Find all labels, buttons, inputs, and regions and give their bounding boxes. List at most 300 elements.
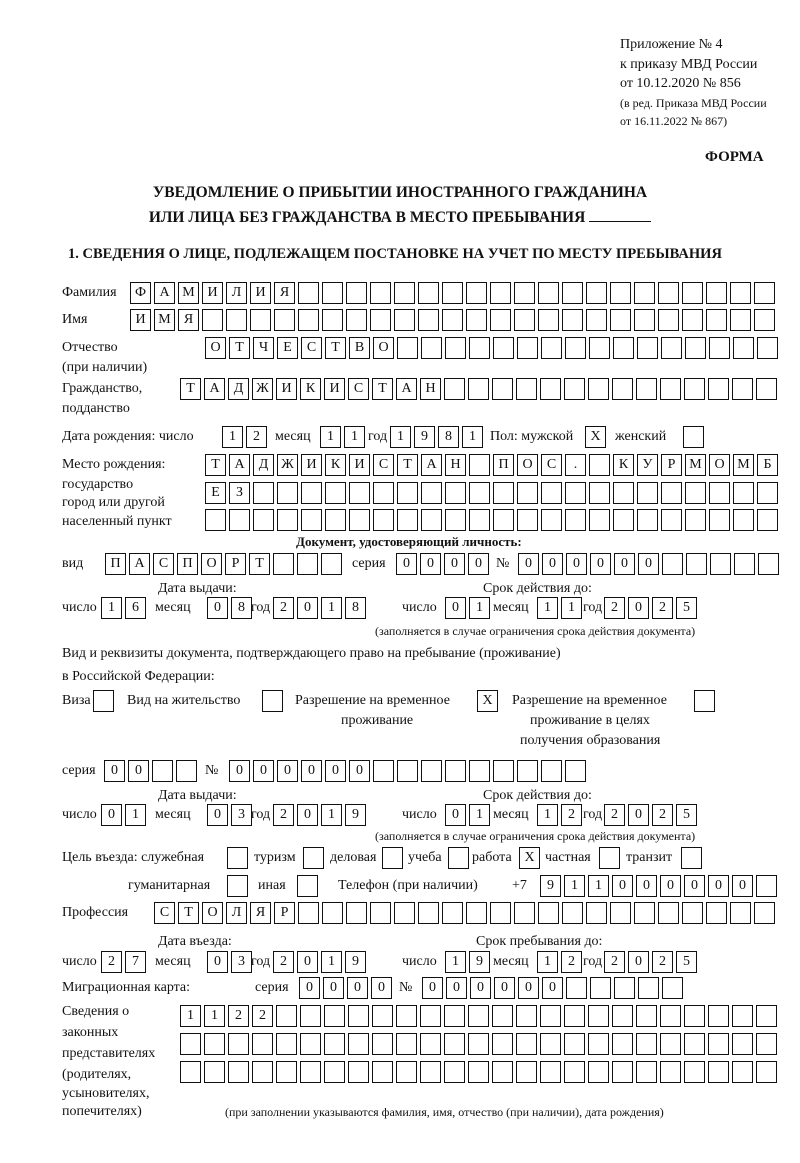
char-cell[interactable] xyxy=(562,282,583,304)
char-cell[interactable] xyxy=(348,1061,369,1083)
char-cell[interactable] xyxy=(541,509,562,531)
char-cell[interactable]: О xyxy=(202,902,223,924)
char-cell[interactable] xyxy=(228,1033,249,1055)
char-cell[interactable] xyxy=(565,337,586,359)
char-cell[interactable]: 1 xyxy=(445,951,466,973)
char-cell[interactable]: 0 xyxy=(566,553,587,575)
char-cell[interactable] xyxy=(277,509,298,531)
phone-field[interactable] xyxy=(540,875,777,897)
purpose-business-checkbox[interactable] xyxy=(382,847,403,869)
char-cell[interactable] xyxy=(660,1061,681,1083)
char-cell[interactable] xyxy=(636,1033,657,1055)
char-cell[interactable] xyxy=(586,309,607,331)
char-cell[interactable] xyxy=(540,1033,561,1055)
char-cell[interactable] xyxy=(588,378,609,400)
char-cell[interactable]: Н xyxy=(445,454,466,476)
char-cell[interactable] xyxy=(492,378,513,400)
char-cell[interactable] xyxy=(636,1005,657,1027)
entry-day-field[interactable] xyxy=(101,951,146,973)
char-cell[interactable]: 2 xyxy=(228,1005,249,1027)
char-cell[interactable] xyxy=(541,482,562,504)
char-cell[interactable]: П xyxy=(493,454,514,476)
char-cell[interactable]: А xyxy=(129,553,150,575)
char-cell[interactable]: Д xyxy=(228,378,249,400)
char-cell[interactable] xyxy=(754,282,775,304)
char-cell[interactable]: 5 xyxy=(676,597,697,619)
char-cell[interactable]: А xyxy=(229,454,250,476)
char-cell[interactable]: С xyxy=(348,378,369,400)
char-cell[interactable]: 1 xyxy=(469,597,490,619)
char-cell[interactable] xyxy=(660,378,681,400)
doc-kind-field[interactable] xyxy=(105,553,342,575)
char-cell[interactable]: 1 xyxy=(125,804,146,826)
char-cell[interactable]: М xyxy=(685,454,706,476)
char-cell[interactable] xyxy=(373,482,394,504)
right-valid-month-field[interactable] xyxy=(537,804,582,826)
char-cell[interactable] xyxy=(469,760,490,782)
char-cell[interactable] xyxy=(612,1005,633,1027)
migration-number-field[interactable] xyxy=(422,977,683,999)
char-cell[interactable]: 0 xyxy=(422,977,443,999)
char-cell[interactable]: Ж xyxy=(252,378,273,400)
char-cell[interactable]: 2 xyxy=(273,804,294,826)
char-cell[interactable]: 2 xyxy=(561,951,582,973)
char-cell[interactable]: 0 xyxy=(420,553,441,575)
char-cell[interactable]: 2 xyxy=(652,804,673,826)
char-cell[interactable]: Л xyxy=(226,282,247,304)
char-cell[interactable]: 2 xyxy=(604,804,625,826)
char-cell[interactable] xyxy=(682,902,703,924)
char-cell[interactable] xyxy=(372,1005,393,1027)
right-number-field[interactable] xyxy=(229,760,586,782)
char-cell[interactable]: 0 xyxy=(297,951,318,973)
reps-line2[interactable] xyxy=(180,1033,777,1055)
char-cell[interactable] xyxy=(682,282,703,304)
char-cell[interactable] xyxy=(756,1033,777,1055)
char-cell[interactable] xyxy=(757,509,778,531)
char-cell[interactable] xyxy=(445,482,466,504)
char-cell[interactable]: 0 xyxy=(323,977,344,999)
char-cell[interactable] xyxy=(732,378,753,400)
char-cell[interactable]: 1 xyxy=(537,597,558,619)
char-cell[interactable]: 0 xyxy=(445,597,466,619)
char-cell[interactable]: К xyxy=(613,454,634,476)
char-cell[interactable] xyxy=(613,482,634,504)
char-cell[interactable]: 0 xyxy=(349,760,370,782)
char-cell[interactable]: Т xyxy=(397,454,418,476)
char-cell[interactable] xyxy=(588,1005,609,1027)
birth-place-line1[interactable] xyxy=(205,454,778,476)
char-cell[interactable] xyxy=(492,1005,513,1027)
char-cell[interactable] xyxy=(176,760,197,782)
char-cell[interactable]: 1 xyxy=(469,804,490,826)
char-cell[interactable] xyxy=(180,1033,201,1055)
char-cell[interactable] xyxy=(202,309,223,331)
char-cell[interactable]: Ч xyxy=(253,337,274,359)
entry-month-field[interactable] xyxy=(207,951,252,973)
char-cell[interactable]: 0 xyxy=(128,760,149,782)
char-cell[interactable]: Ф xyxy=(130,282,151,304)
char-cell[interactable] xyxy=(757,482,778,504)
char-cell[interactable] xyxy=(589,454,610,476)
char-cell[interactable] xyxy=(373,509,394,531)
doc-series-field[interactable] xyxy=(396,553,489,575)
doc-number-field[interactable] xyxy=(518,553,779,575)
char-cell[interactable] xyxy=(226,309,247,331)
char-cell[interactable] xyxy=(660,1005,681,1027)
char-cell[interactable]: 9 xyxy=(345,804,366,826)
char-cell[interactable] xyxy=(517,482,538,504)
char-cell[interactable]: Р xyxy=(661,454,682,476)
char-cell[interactable] xyxy=(708,1033,729,1055)
char-cell[interactable]: О xyxy=(517,454,538,476)
char-cell[interactable]: А xyxy=(204,378,225,400)
char-cell[interactable] xyxy=(418,309,439,331)
char-cell[interactable] xyxy=(734,553,755,575)
char-cell[interactable] xyxy=(444,1061,465,1083)
char-cell[interactable] xyxy=(370,282,391,304)
char-cell[interactable] xyxy=(324,1033,345,1055)
char-cell[interactable] xyxy=(516,1061,537,1083)
purpose-transit-checkbox[interactable] xyxy=(681,847,702,869)
char-cell[interactable] xyxy=(418,282,439,304)
char-cell[interactable] xyxy=(274,309,295,331)
char-cell[interactable] xyxy=(445,337,466,359)
char-cell[interactable] xyxy=(493,509,514,531)
char-cell[interactable]: О xyxy=(709,454,730,476)
char-cell[interactable] xyxy=(445,760,466,782)
char-cell[interactable] xyxy=(421,337,442,359)
char-cell[interactable]: Т xyxy=(325,337,346,359)
char-cell[interactable]: 9 xyxy=(345,951,366,973)
char-cell[interactable] xyxy=(517,509,538,531)
right-valid-year-field[interactable] xyxy=(604,804,697,826)
char-cell[interactable]: А xyxy=(396,378,417,400)
char-cell[interactable] xyxy=(613,509,634,531)
char-cell[interactable] xyxy=(686,553,707,575)
char-cell[interactable]: 8 xyxy=(345,597,366,619)
char-cell[interactable]: 1 xyxy=(537,804,558,826)
char-cell[interactable] xyxy=(684,378,705,400)
char-cell[interactable] xyxy=(685,509,706,531)
char-cell[interactable]: И xyxy=(301,454,322,476)
char-cell[interactable]: Д xyxy=(253,454,274,476)
char-cell[interactable] xyxy=(733,509,754,531)
char-cell[interactable] xyxy=(662,977,683,999)
temp-residence-checkbox[interactable]: X xyxy=(477,690,498,712)
char-cell[interactable]: 1 xyxy=(564,875,585,897)
char-cell[interactable]: С xyxy=(153,553,174,575)
char-cell[interactable]: 2 xyxy=(101,951,122,973)
char-cell[interactable]: 0 xyxy=(396,553,417,575)
char-cell[interactable]: И xyxy=(202,282,223,304)
char-cell[interactable]: Ж xyxy=(277,454,298,476)
char-cell[interactable]: С xyxy=(541,454,562,476)
char-cell[interactable]: И xyxy=(130,309,151,331)
char-cell[interactable] xyxy=(298,309,319,331)
birth-month-field[interactable] xyxy=(320,426,365,448)
char-cell[interactable]: 3 xyxy=(231,804,252,826)
char-cell[interactable]: 0 xyxy=(638,553,659,575)
char-cell[interactable]: 3 xyxy=(231,951,252,973)
char-cell[interactable]: 1 xyxy=(222,426,243,448)
char-cell[interactable] xyxy=(658,309,679,331)
char-cell[interactable]: К xyxy=(300,378,321,400)
char-cell[interactable] xyxy=(614,977,635,999)
char-cell[interactable] xyxy=(540,378,561,400)
char-cell[interactable] xyxy=(562,902,583,924)
char-cell[interactable] xyxy=(586,282,607,304)
char-cell[interactable] xyxy=(732,1033,753,1055)
patronymic-field[interactable] xyxy=(205,337,778,359)
char-cell[interactable]: 6 xyxy=(125,597,146,619)
char-cell[interactable]: 0 xyxy=(660,875,681,897)
char-cell[interactable] xyxy=(708,378,729,400)
char-cell[interactable] xyxy=(420,1033,441,1055)
char-cell[interactable] xyxy=(276,1061,297,1083)
char-cell[interactable]: 1 xyxy=(462,426,483,448)
char-cell[interactable]: И xyxy=(349,454,370,476)
char-cell[interactable] xyxy=(538,309,559,331)
char-cell[interactable] xyxy=(397,509,418,531)
char-cell[interactable] xyxy=(564,1005,585,1027)
char-cell[interactable] xyxy=(730,309,751,331)
char-cell[interactable] xyxy=(444,1033,465,1055)
char-cell[interactable]: 0 xyxy=(277,760,298,782)
citizenship-field[interactable] xyxy=(180,378,777,400)
char-cell[interactable] xyxy=(493,760,514,782)
char-cell[interactable] xyxy=(756,378,777,400)
char-cell[interactable] xyxy=(709,337,730,359)
purpose-study-checkbox[interactable] xyxy=(448,847,469,869)
char-cell[interactable] xyxy=(493,482,514,504)
char-cell[interactable]: Т xyxy=(372,378,393,400)
char-cell[interactable]: 1 xyxy=(180,1005,201,1027)
char-cell[interactable] xyxy=(586,902,607,924)
char-cell[interactable] xyxy=(636,378,657,400)
char-cell[interactable]: 0 xyxy=(732,875,753,897)
char-cell[interactable] xyxy=(708,1005,729,1027)
char-cell[interactable] xyxy=(204,1061,225,1083)
char-cell[interactable] xyxy=(730,282,751,304)
char-cell[interactable] xyxy=(250,309,271,331)
char-cell[interactable] xyxy=(612,1061,633,1083)
char-cell[interactable] xyxy=(418,902,439,924)
right-issue-year-field[interactable] xyxy=(273,804,366,826)
char-cell[interactable]: 1 xyxy=(321,951,342,973)
purpose-tourism-checkbox[interactable] xyxy=(303,847,324,869)
char-cell[interactable] xyxy=(516,1005,537,1027)
char-cell[interactable] xyxy=(490,282,511,304)
stay-day-field[interactable] xyxy=(445,951,490,973)
char-cell[interactable] xyxy=(229,509,250,531)
char-cell[interactable] xyxy=(661,482,682,504)
char-cell[interactable]: 0 xyxy=(253,760,274,782)
char-cell[interactable]: 0 xyxy=(636,875,657,897)
char-cell[interactable] xyxy=(610,902,631,924)
surname-field[interactable] xyxy=(130,282,775,304)
char-cell[interactable] xyxy=(469,454,490,476)
char-cell[interactable]: 1 xyxy=(101,597,122,619)
entry-year-field[interactable] xyxy=(273,951,366,973)
char-cell[interactable] xyxy=(300,1061,321,1083)
char-cell[interactable] xyxy=(298,902,319,924)
char-cell[interactable]: 0 xyxy=(628,804,649,826)
char-cell[interactable] xyxy=(420,1005,441,1027)
char-cell[interactable]: 0 xyxy=(628,597,649,619)
char-cell[interactable]: 2 xyxy=(252,1005,273,1027)
char-cell[interactable] xyxy=(444,1005,465,1027)
right-series-field[interactable] xyxy=(104,760,197,782)
char-cell[interactable]: 0 xyxy=(708,875,729,897)
char-cell[interactable]: Я xyxy=(178,309,199,331)
char-cell[interactable] xyxy=(709,482,730,504)
char-cell[interactable] xyxy=(394,309,415,331)
char-cell[interactable]: 1 xyxy=(321,597,342,619)
char-cell[interactable]: 5 xyxy=(676,951,697,973)
char-cell[interactable] xyxy=(564,1033,585,1055)
char-cell[interactable]: З xyxy=(229,482,250,504)
char-cell[interactable] xyxy=(684,1005,705,1027)
char-cell[interactable] xyxy=(541,337,562,359)
char-cell[interactable] xyxy=(276,1005,297,1027)
char-cell[interactable] xyxy=(540,1061,561,1083)
char-cell[interactable]: 0 xyxy=(590,553,611,575)
issue-day-field[interactable] xyxy=(101,597,146,619)
char-cell[interactable] xyxy=(565,760,586,782)
char-cell[interactable]: А xyxy=(421,454,442,476)
char-cell[interactable] xyxy=(442,309,463,331)
issue-year-field[interactable] xyxy=(273,597,366,619)
char-cell[interactable] xyxy=(396,1061,417,1083)
char-cell[interactable] xyxy=(589,482,610,504)
char-cell[interactable]: 2 xyxy=(273,951,294,973)
char-cell[interactable]: Т xyxy=(249,553,270,575)
birth-year-field[interactable] xyxy=(390,426,483,448)
char-cell[interactable]: 0 xyxy=(301,760,322,782)
char-cell[interactable] xyxy=(637,482,658,504)
char-cell[interactable] xyxy=(468,1061,489,1083)
char-cell[interactable] xyxy=(706,309,727,331)
issue-month-field[interactable] xyxy=(207,597,252,619)
char-cell[interactable]: 0 xyxy=(612,875,633,897)
char-cell[interactable] xyxy=(733,482,754,504)
char-cell[interactable]: К xyxy=(325,454,346,476)
char-cell[interactable] xyxy=(322,309,343,331)
char-cell[interactable]: А xyxy=(154,282,175,304)
char-cell[interactable]: 1 xyxy=(321,804,342,826)
char-cell[interactable]: 0 xyxy=(628,951,649,973)
char-cell[interactable]: В xyxy=(349,337,370,359)
char-cell[interactable] xyxy=(637,337,658,359)
char-cell[interactable]: 0 xyxy=(494,977,515,999)
purpose-work-checkbox[interactable]: X xyxy=(519,847,540,869)
char-cell[interactable] xyxy=(346,902,367,924)
char-cell[interactable]: 0 xyxy=(297,597,318,619)
char-cell[interactable] xyxy=(421,760,442,782)
char-cell[interactable] xyxy=(373,760,394,782)
char-cell[interactable]: С xyxy=(154,902,175,924)
char-cell[interactable] xyxy=(516,378,537,400)
name-field[interactable] xyxy=(130,309,775,331)
char-cell[interactable] xyxy=(493,337,514,359)
residence-permit-checkbox[interactable] xyxy=(262,690,283,712)
char-cell[interactable] xyxy=(301,509,322,531)
char-cell[interactable] xyxy=(634,902,655,924)
char-cell[interactable] xyxy=(301,482,322,504)
char-cell[interactable]: Л xyxy=(226,902,247,924)
char-cell[interactable]: 1 xyxy=(537,951,558,973)
valid-day-field[interactable] xyxy=(445,597,490,619)
char-cell[interactable] xyxy=(372,1061,393,1083)
char-cell[interactable] xyxy=(540,1005,561,1027)
char-cell[interactable] xyxy=(348,1033,369,1055)
char-cell[interactable] xyxy=(445,509,466,531)
char-cell[interactable] xyxy=(706,902,727,924)
sex-male-checkbox[interactable]: X xyxy=(585,426,606,448)
char-cell[interactable]: О xyxy=(201,553,222,575)
char-cell[interactable]: 5 xyxy=(676,804,697,826)
char-cell[interactable] xyxy=(469,337,490,359)
char-cell[interactable]: П xyxy=(177,553,198,575)
birth-place-line3[interactable] xyxy=(205,509,778,531)
char-cell[interactable] xyxy=(610,309,631,331)
purpose-humanitarian-checkbox[interactable] xyxy=(227,875,248,897)
char-cell[interactable] xyxy=(492,1033,513,1055)
char-cell[interactable] xyxy=(324,1005,345,1027)
char-cell[interactable]: 1 xyxy=(204,1005,225,1027)
char-cell[interactable]: С xyxy=(301,337,322,359)
char-cell[interactable] xyxy=(709,509,730,531)
char-cell[interactable]: 1 xyxy=(320,426,341,448)
char-cell[interactable] xyxy=(710,553,731,575)
char-cell[interactable] xyxy=(517,337,538,359)
reps-line3[interactable] xyxy=(180,1061,777,1083)
char-cell[interactable]: 0 xyxy=(470,977,491,999)
char-cell[interactable]: 8 xyxy=(438,426,459,448)
char-cell[interactable] xyxy=(273,553,294,575)
char-cell[interactable]: 0 xyxy=(445,804,466,826)
char-cell[interactable]: Т xyxy=(180,378,201,400)
char-cell[interactable] xyxy=(685,482,706,504)
char-cell[interactable] xyxy=(634,309,655,331)
char-cell[interactable] xyxy=(466,902,487,924)
char-cell[interactable] xyxy=(490,309,511,331)
char-cell[interactable] xyxy=(517,760,538,782)
char-cell[interactable]: 1 xyxy=(344,426,365,448)
char-cell[interactable]: Я xyxy=(274,282,295,304)
char-cell[interactable] xyxy=(297,553,318,575)
char-cell[interactable] xyxy=(589,509,610,531)
char-cell[interactable] xyxy=(346,309,367,331)
char-cell[interactable] xyxy=(442,902,463,924)
char-cell[interactable] xyxy=(300,1005,321,1027)
char-cell[interactable] xyxy=(370,902,391,924)
char-cell[interactable] xyxy=(421,509,442,531)
char-cell[interactable] xyxy=(444,378,465,400)
char-cell[interactable]: Б xyxy=(757,454,778,476)
char-cell[interactable]: 9 xyxy=(469,951,490,973)
char-cell[interactable] xyxy=(514,282,535,304)
char-cell[interactable] xyxy=(684,1061,705,1083)
char-cell[interactable]: П xyxy=(105,553,126,575)
char-cell[interactable] xyxy=(348,1005,369,1027)
char-cell[interactable]: 0 xyxy=(347,977,368,999)
char-cell[interactable]: Р xyxy=(225,553,246,575)
char-cell[interactable]: 0 xyxy=(446,977,467,999)
char-cell[interactable] xyxy=(394,282,415,304)
char-cell[interactable] xyxy=(565,509,586,531)
